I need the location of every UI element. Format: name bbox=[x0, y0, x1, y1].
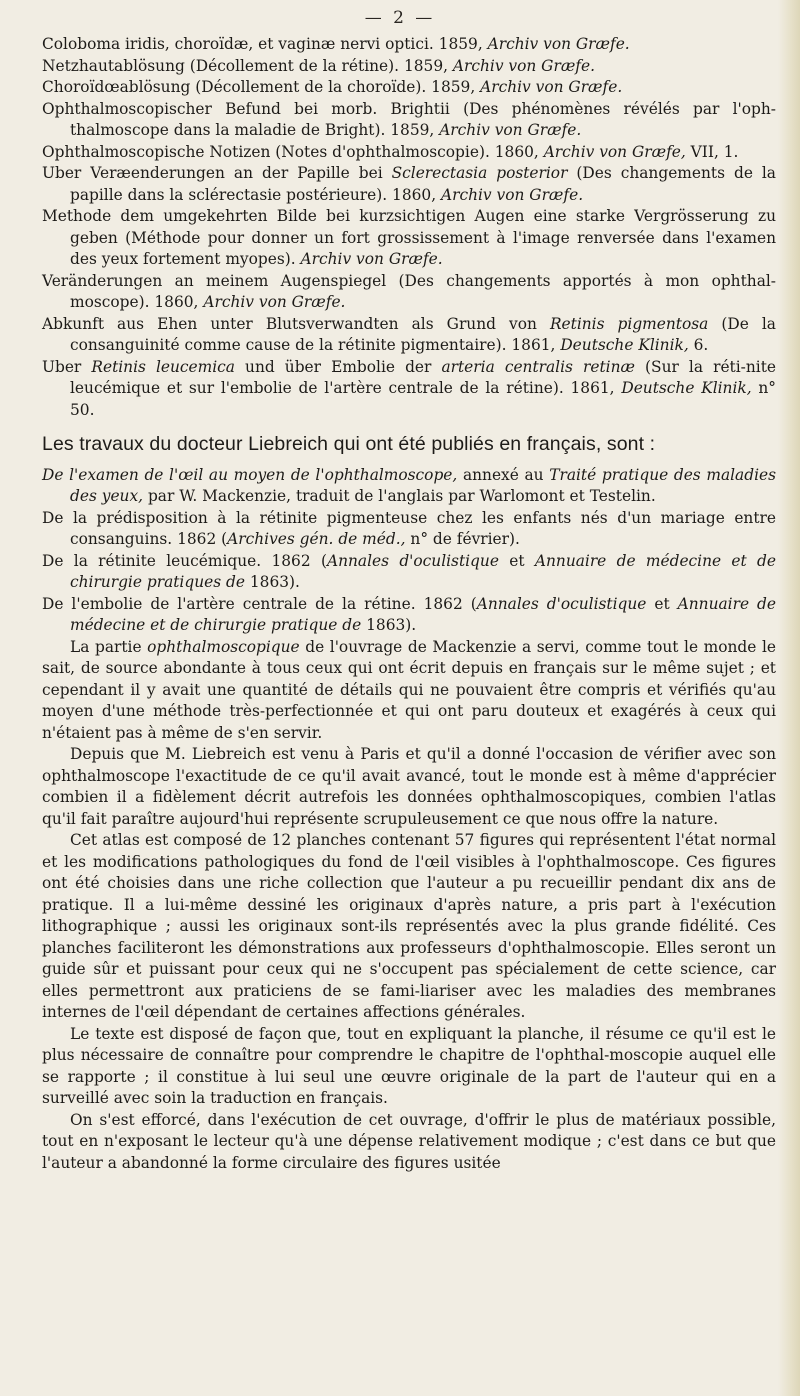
body-paragraph: On s'est efforcé, dans l'exécution de cet ouvrage, d'offrir le plus de matériaux possible, tout en n'exposant le lecteur qu'à une dépense relativement modique ; c'est dans ce but que l'auteur a abandonné la forme circulaire des figures usitée bbox=[42, 1110, 776, 1172]
bibliography-entry: Uber Veræenderungen an der Papille bei Sclerectasia posterior (Des changements de la papille dans la sclérectasie postérieure). 1860, Archiv von Græfe. bbox=[42, 164, 776, 204]
bibliography-entry: Abkunft aus Ehen unter Blutsverwandten als Grund von Retinis pigmentosa (De la consanguinité comme cause de la rétinite pigmentaire). 1861, Deutsche Klinik, 6. bbox=[42, 314, 776, 354]
bibliography-entry: Netzhautablösung (Décollement de la rétine). 1859, Archiv von Græfe. bbox=[42, 56, 595, 75]
body-paragraph: Le texte est disposé de façon que, tout en expliquant la planche, il résume ce qu'il est le plus nécessaire de connaître pour comprendre le chapitre de l'ophthal-moscopie auquel elle se rapporte ; il constitue à lui seul une œuvre originale de la part de l'auteur qui en a surveillé avec soin la traduction en français. bbox=[42, 1024, 776, 1107]
bibliography-entry: Methode dem umgekehrten Bilde bei kurzsichtigen Augen eine starke Vergrösserung zu geben (Méthode pour donner un fort grossissement à l'image renversée dans l'examen des yeux fortement myopes). Archiv von Græfe. bbox=[42, 207, 776, 268]
body-paragraph: Depuis que M. Liebreich est venu à Paris et qu'il a donné l'occasion de vérifier avec son ophthalmoscope l'exactitude de ce qu'il avait avancé, tout le monde est à même d'apprécier combien il a fidèlement décrit autrefois les données ophthalmoscopiques, combien l'atlas qu'il fait paraître aujourd'hui représente scrupuleusement ce que nous offre la nature. bbox=[42, 745, 776, 828]
french-reference-entry: De la rétinite leucémique. 1862 (Annales d'oculistique et Annuaire de médecine et de chirurgie pratiques de 1863). bbox=[42, 551, 776, 591]
page-edge-shadow bbox=[778, 0, 800, 1396]
french-reference-entry: De l'examen de l'œil au moyen de l'ophthalmoscope, annexé au Traité pratique des maladies des yeux, par W. Mackenzie, traduit de l'anglais par Warlomont et Testelin. bbox=[42, 465, 776, 505]
bibliography-entry: Uber Retinis leucemica und über Embolie der arteria centralis retinæ (Sur la réti-nite leucémique et sur l'embolie de l'artère centrale de la rétine). 1861, Deutsche Klinik, n° 50. bbox=[42, 357, 777, 419]
body-paragraph: Cet atlas est composé de 12 planches contenant 57 figures qui représentent l'état normal et les modifications pathologiques du fond de l'œil visibles à l'ophthalmoscope. Ces figures ont été choisies dans une riche collection que l'auteur a pu recueillir pendant dix ans de pratique. Il a lui-même dessiné les originaux d'après nature, a pris part à l'exécution lithographique ; aussi les originaux sont-ils représentés avec la plus grande fidélité. Ces planches faciliteront les démonstrations aux professeurs d'ophthalmoscopie. Elles seront un guide sûr et puissant pour ceux qui ne s'occupent pas spécialement de cette science, car elles permettront aux praticiens de se fami-liariser avec les maladies des membranes internes de l'œil dépendant de certaines affections générales. bbox=[42, 831, 776, 1021]
french-reference-entry: De la prédisposition à la rétinite pigmenteuse chez les enfants nés d'un mariage entre consanguins. 1862 (Archives gén. de méd., n° de février). bbox=[42, 508, 776, 548]
body-paragraph: La partie ophthalmoscopique de l'ouvrage de Mackenzie a servi, comme tout le monde le sait, de source abondante à tous ceux qui ont écrit depuis en français sur le même sujet ; et cependant il y avait une quantité de détails qui ne pouvaient être compris et vérifiés qu'au moyen d'une méthode très-perfectionnée et qui ont paru douteux et exagérés à ceux qui n'étaient pas à même de s'en servir. bbox=[42, 637, 776, 742]
page-content bbox=[42, 34, 776, 1174]
bibliography-entry: Veränderungen an meinem Augenspiegel (Des changements apportés à mon ophthal-moscope). 1860, Archiv von Græfe. bbox=[42, 271, 776, 311]
bibliography-entry: Choroïdœablösung (Décollement de la choroïde). 1859, Archiv von Græfe. bbox=[42, 78, 623, 96]
bibliography-entry: Ophthalmoscopische Notizen (Notes d'ophthalmoscopie). 1860, Archiv von Græfe, VII, 1. bbox=[42, 142, 739, 161]
section-heading: Les travaux du docteur Liebreich qui ont été publiés en français, sont : bbox=[42, 433, 656, 455]
body-text bbox=[42, 637, 776, 1175]
french-references-list bbox=[42, 465, 776, 637]
page-number: — 2 — bbox=[364, 8, 436, 28]
french-reference-entry: De l'embolie de l'artère centrale de la rétine. 1862 (Annales d'oculistique et Annuaire de médecine et de chirurgie pratique de 1863). bbox=[42, 594, 776, 634]
bibliography-entry: Coloboma iridis, choroïdæ, et vaginæ nervi optici. 1859, Archiv von Græfe. bbox=[42, 35, 630, 53]
bibliography-entry: Ophthalmoscopischer Befund bei morb. Brightii (Des phénomènes révélés par l'oph-thalmoscope dans la maladie de Bright). 1859, Archiv von Græfe. bbox=[42, 99, 776, 139]
german-bibliography-list bbox=[42, 34, 776, 421]
